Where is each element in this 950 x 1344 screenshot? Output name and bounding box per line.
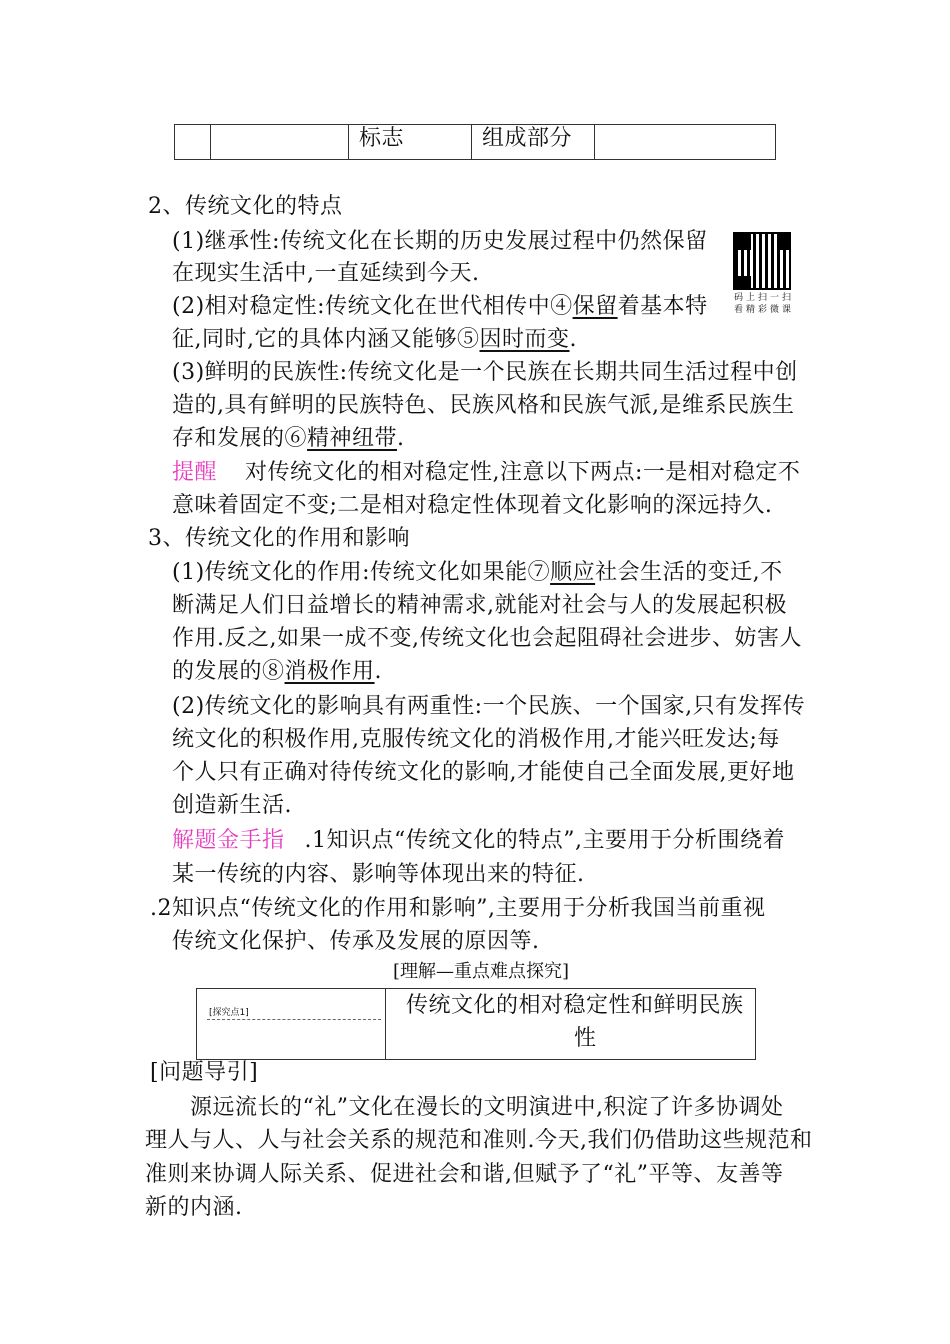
item-number: 1 xyxy=(312,828,327,853)
paragraph-line: (3)鲜明的民族性:传统文化是一个民族在长期共同生活过程中创 xyxy=(172,360,798,385)
text-span: 知识点“传统文化的特点”,主要用于分析围绕着 xyxy=(326,828,786,853)
paragraph-line xyxy=(172,424,405,454)
section-heading: 3、传统文化的作用和影响 xyxy=(148,526,410,551)
paragraph-line: 造的,具有鲜明的民族特色、民族风格和民族气派,是维系民族生 xyxy=(172,393,795,418)
text-span: 征,同时,它的具体内涵又能够⑤ xyxy=(172,327,480,352)
qr-code-icon[interactable] xyxy=(733,232,791,290)
divider xyxy=(207,1019,381,1020)
qr-caption: 码上扫一扫 xyxy=(734,293,795,303)
trick-line: 传统文化保护、传承及发展的原因等. xyxy=(172,929,540,954)
answer-blank: 保留 xyxy=(572,294,618,319)
text-span: . xyxy=(374,659,383,684)
paragraph-line: 断满足人们日益增长的精神需求,就能对社会与人的发展起积极 xyxy=(172,593,787,618)
explore-tag-cell xyxy=(196,988,386,1060)
paragraph-line: 理人与人、人与社会关系的规范和准则.今天,我们仍借助这些规范和 xyxy=(145,1128,813,1153)
item-number: 2 xyxy=(157,896,172,921)
text-span: . xyxy=(569,327,578,352)
item-marker: . xyxy=(150,896,158,921)
trick-line xyxy=(172,826,785,856)
text-span: (1)传统文化的作用:传统文化如果能⑦ xyxy=(172,560,551,585)
paragraph-line: 在现实生活中,一直延续到今天. xyxy=(172,261,480,286)
text-span: 社会生活的变迁,不 xyxy=(595,560,783,585)
paragraph-line xyxy=(172,558,783,588)
text-span: 对传统文化的相对稳定性,注意以下两点:一是相对稳定不 xyxy=(245,460,801,485)
text-span: 存和发展的⑥ xyxy=(172,426,308,451)
paragraph-line xyxy=(172,292,708,322)
text-span: 着基本特 xyxy=(617,294,708,319)
paragraph-line: (1)继承性:传统文化在长期的历史发展过程中仍然保留 xyxy=(172,229,708,254)
table-cell-text: 标志 xyxy=(359,126,405,151)
table-cell-text: 组成部分 xyxy=(482,126,573,151)
tip-label: 提醒 xyxy=(172,460,218,485)
paragraph-line: 创造新生活. xyxy=(172,793,292,818)
explore-title: 性 xyxy=(574,1026,597,1051)
text-span: 的发展的⑧ xyxy=(172,659,285,684)
paragraph-line xyxy=(172,657,382,687)
answer-blank: 顺应 xyxy=(550,560,596,585)
section-banner: [理解—重点难点探究] xyxy=(393,961,570,982)
paragraph-line: 统文化的积极作用,克服传统文化的消极作用,才能兴旺发达;每 xyxy=(172,727,780,752)
answer-blank: 消极作用 xyxy=(284,659,375,684)
explore-title: 传统文化的相对稳定性和鲜明民族 xyxy=(406,993,744,1018)
text-span: . xyxy=(397,426,405,451)
table-cell xyxy=(348,124,472,160)
table-cell xyxy=(210,124,349,160)
paragraph-line: 个人只有正确对待传统文化的影响,才能使自己全面发展,更好地 xyxy=(172,760,795,785)
trick-line: 某一传统的内容、影响等体现出来的特征. xyxy=(172,862,585,887)
table-cell xyxy=(174,124,211,160)
guide-heading: [问题导引] xyxy=(150,1060,259,1085)
text-span: 知识点“传统文化的作用和影响”,主要用于分析我国当前重视 xyxy=(172,896,766,921)
text-span: (2)相对稳定性:传统文化在世代相传中④ xyxy=(172,294,573,319)
trick-line xyxy=(150,894,766,924)
explore-tag: [探究点1] xyxy=(209,1008,249,1018)
paragraph-line: 作用.反之,如果一成不变,传统文化也会起阻碍社会进步、妨害人 xyxy=(172,626,802,651)
qr-caption: 看精彩微课 xyxy=(734,305,795,315)
paragraph-line: 源远流长的“礼”文化在漫长的文明演进中,积淀了许多协调处 xyxy=(190,1095,784,1120)
tip-line: 意味着固定不变;二是相对稳定性体现着文化影响的深远持久. xyxy=(172,493,773,518)
trick-label: 解题金手指 xyxy=(172,828,285,853)
paragraph-line: (2)传统文化的影响具有两重性:一个民族、一个国家,只有发挥传 xyxy=(172,694,806,719)
paragraph-line: 新的内涵. xyxy=(145,1195,243,1220)
item-marker: . xyxy=(304,828,313,853)
tip-line xyxy=(172,458,800,488)
explore-title-cell xyxy=(385,988,756,1060)
answer-blank: 精神纽带 xyxy=(307,426,398,451)
answer-blank: 因时而变 xyxy=(479,327,570,352)
section-heading: 2、传统文化的特点 xyxy=(148,194,343,219)
paragraph-line: 准则来协调人际关系、促进社会和谐,但赋予了“礼”平等、友善等 xyxy=(145,1162,784,1187)
table-cell xyxy=(594,124,776,160)
table-cell xyxy=(471,124,595,160)
paragraph-line xyxy=(172,325,577,355)
